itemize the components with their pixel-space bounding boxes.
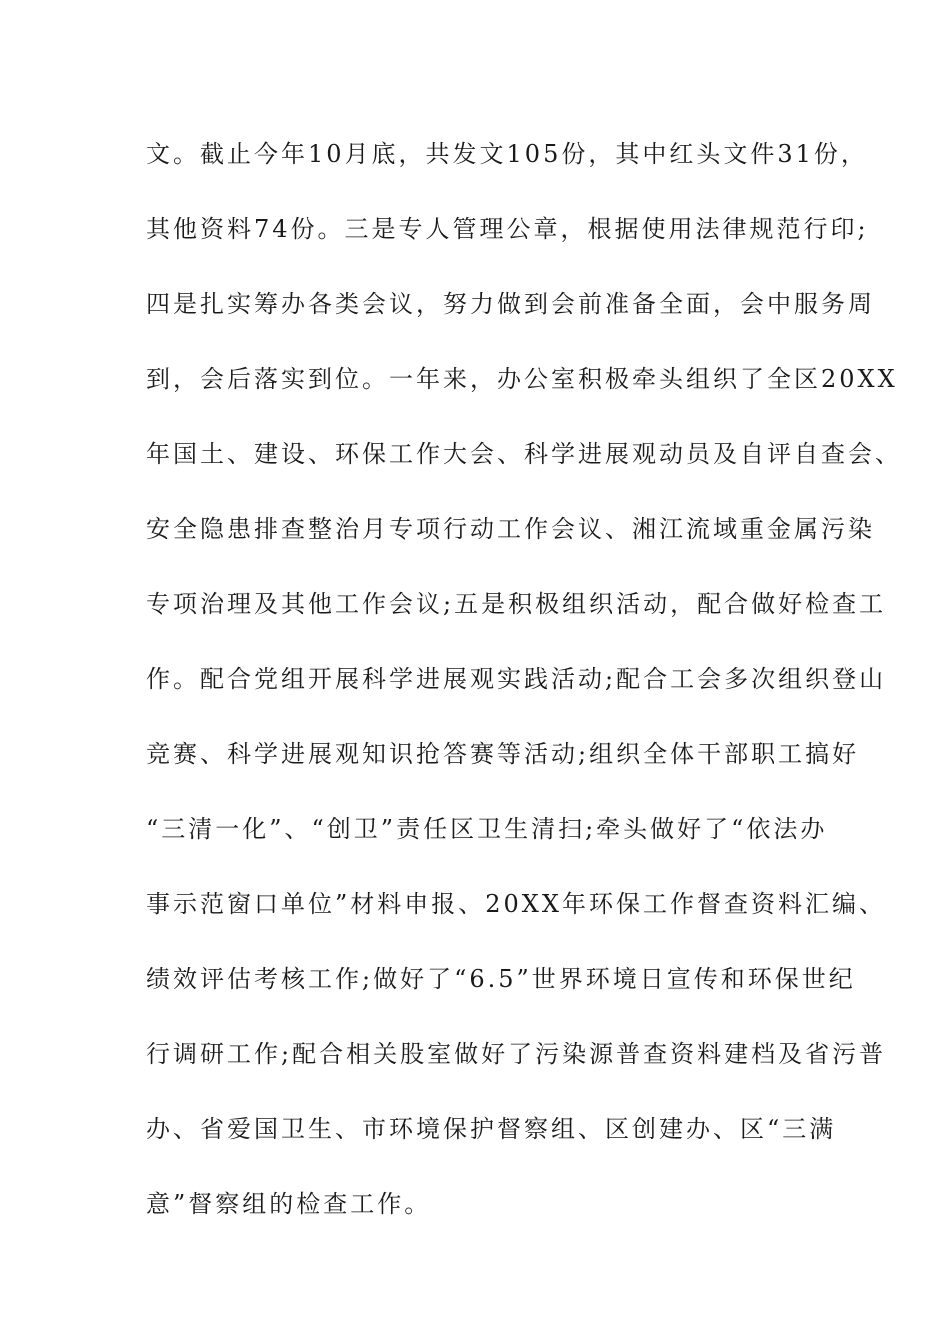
text-line: 意”督察组的检查工作。: [146, 1190, 432, 1218]
text-line: 竞赛、科学进展观知识抢答赛等活动;组织全体干部职工搞好: [146, 740, 860, 768]
text-line: 行调研工作;配合相关股室做好了污染源普查资料建档及省污普: [146, 1040, 887, 1068]
body-paragraph: [146, 134, 902, 1259]
text-line: 安全隐患排查整治月专项行动工作会议、湘江流域重金属污染: [146, 515, 875, 543]
text-line: 文。截止今年10月底，共发文105份，其中红头文件31份，: [146, 140, 868, 168]
text-line: 事示范窗口单位”材料申报、20XX年环保工作督查资料汇编、: [146, 890, 886, 918]
text-line: 其他资料74份。三是专人管理公章，根据使用法律规范行印;: [146, 215, 869, 243]
text-line: 年国土、建设、环保工作大会、科学进展观动员及自评自查会、: [146, 440, 902, 468]
text-line: “三清一化”、“创卫”责任区卫生清扫;牵头做好了“依法办: [146, 815, 828, 843]
text-line: 绩效评估考核工作;做好了“6.5”世界环境日宣传和环保世纪: [146, 965, 856, 993]
text-line: 专项治理及其他工作会议;五是积极组织活动，配合做好检查工: [146, 590, 887, 618]
text-line: 到，会后落实到位。一年来，办公室积极牵头组织了全区20XX: [146, 365, 898, 393]
text-line: 四是扎实筹办各类会议，努力做到会前准备全面，会中服务周: [146, 290, 875, 318]
text-line: 作。配合党组开展科学进展观实践活动;配合工会多次组织登山: [146, 665, 887, 693]
text-line: 办、省爱国卫生、市环境保护督察组、区创建办、区“三满: [146, 1115, 837, 1143]
